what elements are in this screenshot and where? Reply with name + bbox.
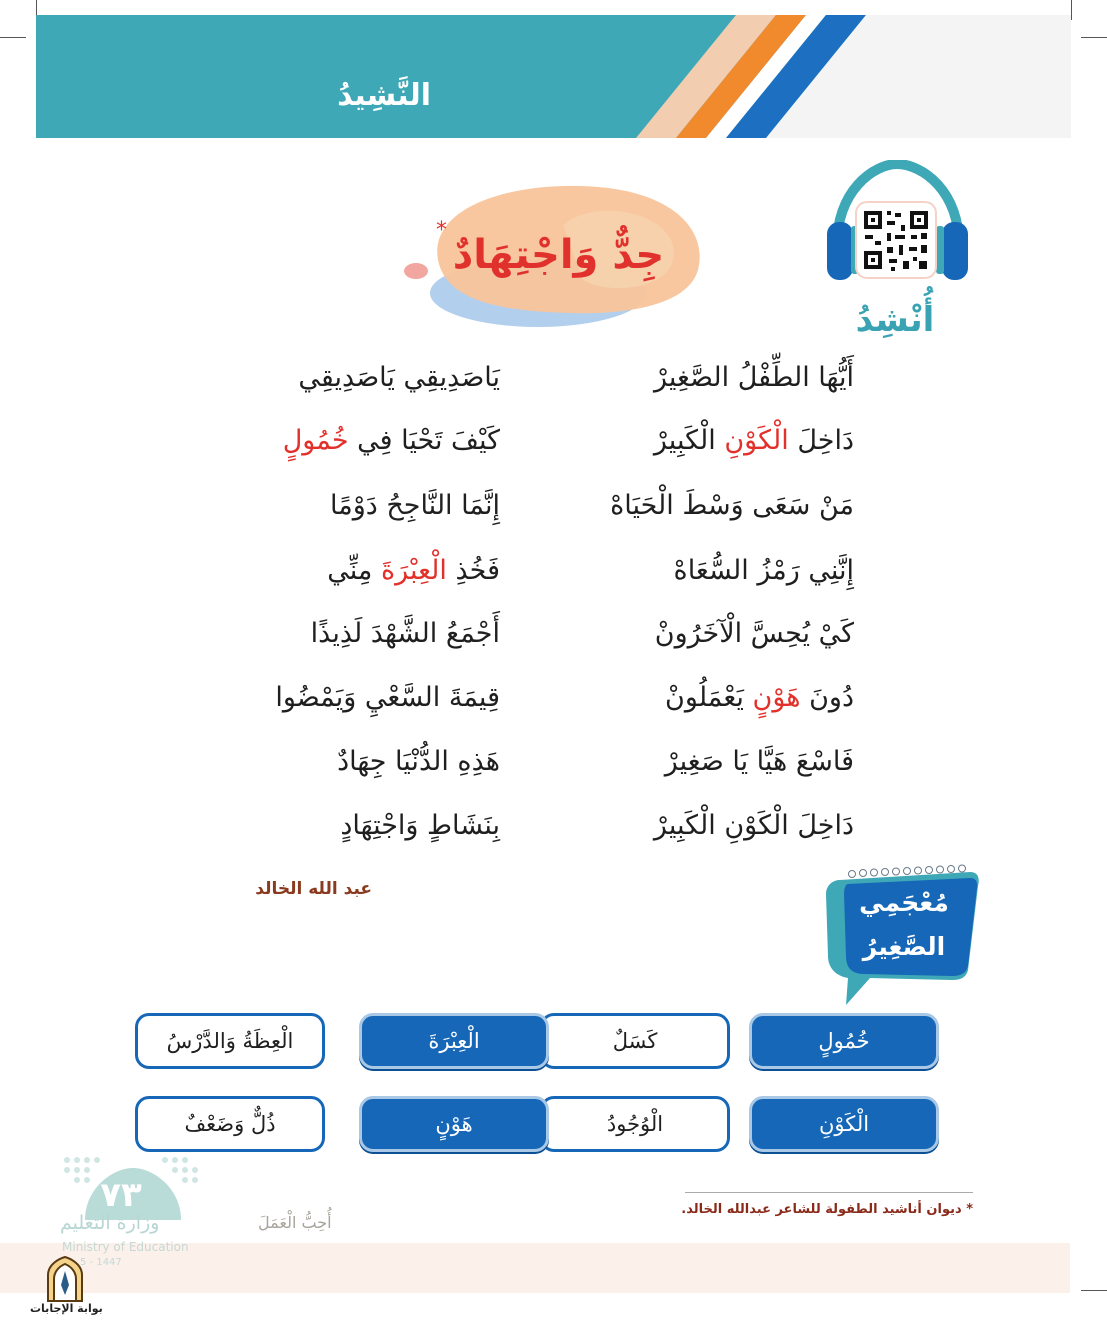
verse-hemistich-right — [275, 682, 500, 713]
word-pill[interactable]: الْعِبْرَةَ — [359, 1013, 549, 1069]
dictionary-title-line1: مُعْجَمِي — [859, 888, 949, 917]
verse-hemistich-right — [337, 746, 500, 777]
verse-hemistich-right — [327, 555, 500, 586]
verse-text: إِنَّمَا النَّاجِحُ دَوْمًا — [330, 490, 500, 521]
highlighted-word: خُمُولٍ — [282, 425, 349, 456]
verse-text: أَجْمَعُ الشَّهْدَ لَذِيذًا — [310, 618, 500, 649]
verse-hemistich-right — [283, 425, 500, 456]
word-pill[interactable]: هَوْنٍ — [359, 1096, 549, 1152]
verse-text: فَاسْعَ هَيَّا يَا صَغِيرْ — [664, 746, 854, 777]
meaning-pill[interactable]: ذُلٌّ وَضَعْفٌ — [135, 1096, 325, 1152]
verse-text: دَاخِلَ الْكَوْنِ الْكَبِيرْ — [653, 810, 854, 841]
verse-text: دَاخِلَ — [788, 425, 854, 456]
poem-title-text: جِدٌّ وَاجْتِهَادٌ — [452, 232, 665, 278]
section-title: النَّشِيدُ — [337, 78, 431, 113]
crop-mark — [0, 37, 26, 38]
qr-code[interactable] — [857, 203, 935, 277]
ministry-name-arabic: وزارة التعليم — [60, 1212, 160, 1234]
verse-text: كَيْ يُحِسَّ الْآخَرُونْ — [654, 618, 854, 649]
poem-author: عبد الله الخالد — [255, 879, 372, 899]
verse-text: مَنْ سَعَى وَسْطَ الْحَيَاهْ — [610, 490, 854, 521]
crop-mark — [1071, 0, 1072, 20]
verse-hemistich-right — [330, 490, 500, 521]
verse-hemistich-left — [610, 490, 854, 521]
verse-text: كَيْفَ تَحْيَا فِي — [348, 425, 500, 456]
verse-text: أَيُّهَا الطِّفْلُ الصَّغِيرْ — [653, 362, 854, 393]
verse-text: قِيمَةَ السَّعْيِ وَيَمْضُوا — [275, 682, 500, 713]
verse-text: يَعْمَلُونْ — [665, 682, 753, 713]
verse-hemistich-left — [654, 810, 854, 841]
page-number: ٧٣ — [100, 1175, 142, 1215]
verse-text: بِنَشَاطٍ وَاجْتِهَادٍ — [340, 810, 500, 841]
verse-text: فَخُذِ — [446, 555, 500, 586]
verse-hemistich-left — [654, 425, 854, 456]
footnote-rule — [685, 1192, 973, 1193]
verse-hemistich-right — [340, 810, 500, 841]
portal-label: بوابة الإجابات — [30, 1302, 103, 1315]
title-footnote-marker: * — [436, 218, 447, 243]
verse-hemistich-right — [311, 618, 500, 649]
verse-hemistich-left — [665, 682, 854, 713]
dictionary-title-line2: الصَّغِيرُ — [862, 932, 946, 961]
verse-hemistich-left — [674, 555, 854, 586]
verse-hemistich-right — [298, 362, 500, 393]
verse-hemistich-left — [655, 618, 854, 649]
highlighted-word: هَوْنٍ — [752, 682, 801, 713]
header-stripes-decoration — [36, 15, 1071, 138]
verse-hemistich-left — [654, 362, 854, 393]
meaning-pill[interactable]: الْوُجُودُ — [540, 1096, 730, 1152]
verse-text: دُونَ — [800, 682, 854, 713]
highlighted-word: الْكَوْنِ — [724, 425, 789, 456]
portal-logo-icon[interactable] — [40, 1255, 90, 1303]
footer-motto: أُحِبُّ الْعَمَلَ — [258, 1213, 332, 1232]
word-pill[interactable]: خُمُولٍ — [749, 1013, 939, 1069]
crop-mark — [1081, 37, 1107, 38]
recite-label: أُنْشِدُ — [855, 300, 935, 340]
ministry-name-english: Ministry of Education — [62, 1240, 189, 1254]
crop-mark — [1081, 1290, 1107, 1291]
verse-text: مِنِّي — [327, 555, 381, 586]
word-pill[interactable]: الْكَوْنِ — [749, 1096, 939, 1152]
verse-text: إِنَّنِي رَمْزُ السُّعَاهْ — [673, 555, 854, 586]
verse-text: الْكَبِيرْ — [653, 425, 725, 456]
footnote: * ديوان أناشيد الطفولة للشاعر عبدالله الخالد. — [681, 1202, 973, 1217]
meaning-pill[interactable]: الْعِظَةُ وَالدَّرْسُ — [135, 1013, 325, 1069]
highlighted-word: الْعِبْرَةَ — [380, 555, 447, 586]
verse-text: هَذِهِ الدُّنْيَا جِهَادٌ — [337, 746, 500, 777]
ministry-year: 5 - 1447 — [80, 1257, 122, 1268]
verse-hemistich-left — [665, 746, 854, 777]
meaning-pill[interactable]: كَسَلٌ — [540, 1013, 730, 1069]
verse-text: يَاصَدِيقِي يَاصَدِيقِي — [298, 362, 500, 393]
section-header-band — [36, 15, 1071, 138]
